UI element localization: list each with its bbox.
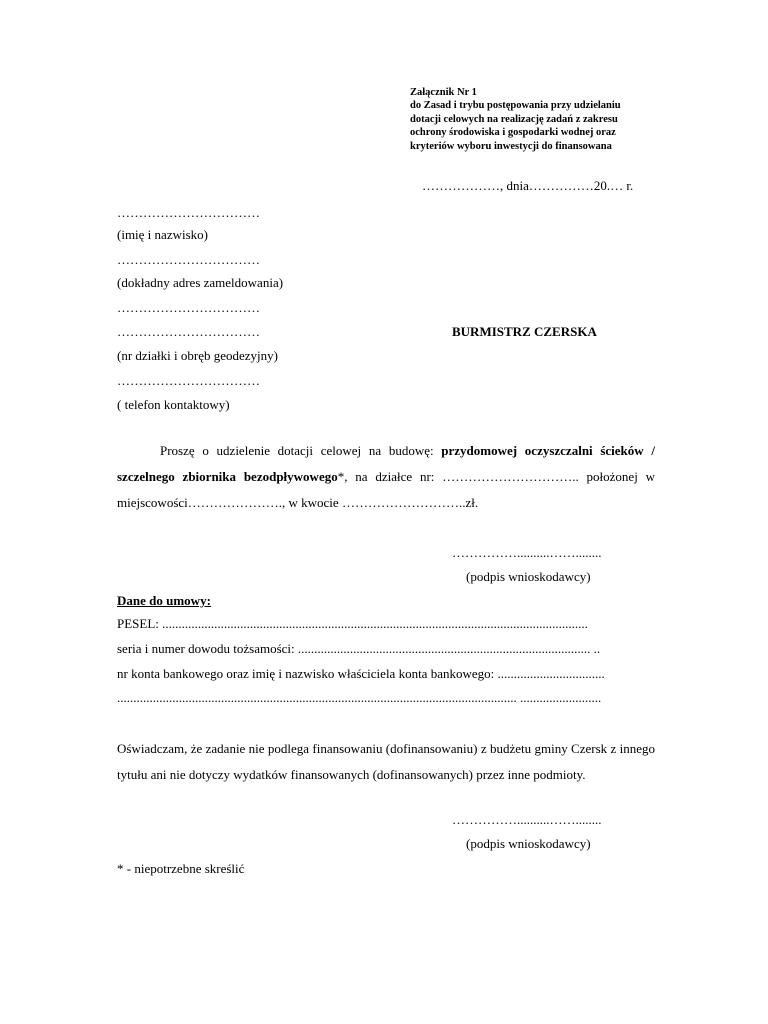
signature-line-2: ……………..........……........ <box>452 812 602 827</box>
request-rest: *, na działce nr: ………………………….. położonej w miejscowości…………………., w kwocie ………………………..zł. <box>117 469 655 510</box>
address-blank: …………………………… <box>117 252 260 267</box>
pesel-line: PESEL: ................................................................................................................................... <box>117 616 588 631</box>
bank-account-line: nr konta bankowego oraz imię i nazwisko właściciela konta bankowego: ................................. <box>117 666 605 681</box>
annex-line: kryteriów wyboru inwestycji do finansowana <box>410 140 612 152</box>
name-blank: …………………………… <box>117 205 260 220</box>
plot-blank: …………………………… <box>117 324 260 339</box>
addressee: BURMISTRZ CZERSKA <box>452 324 597 339</box>
annex-title: Załącznik Nr 1 <box>410 87 477 98</box>
address-label: (dokładny adres zameldowania) <box>117 275 284 290</box>
statement-paragraph: Oświadczam, że zadanie nie podlega finansowaniu (dofinansowaniu) z budżetu gminy Czersk z innego tytułu ani nie dotyczy wydatków finansowanych (dofinansowanych) przez inne podmioty. <box>117 741 655 782</box>
contract-heading: Dane do umowy: <box>117 593 211 608</box>
signature-line: ……………..........……........ <box>452 545 602 560</box>
request-intro: Proszę o udzielenie dotacji celowej na budowę: <box>160 443 442 458</box>
annex-line: do Zasad i trybu postępowania przy udzielaniu <box>410 100 621 112</box>
phone-label: ( telefon kontaktowy) <box>117 397 230 412</box>
request-paragraph <box>117 438 655 516</box>
footnote: * - niepotrzebne skreślić <box>117 861 245 876</box>
request-bold: przydomowej oczyszczalni ścieków / szczelnego zbiornika bezodpływowego <box>117 443 655 484</box>
signature-label: (podpis wnioskodawcy) <box>466 569 591 584</box>
annex-line: dotacji celowych na realizację zadań z zakresu <box>410 113 618 125</box>
id-document-line: seria i numer dowodu tożsamości: .......................................................................................... .. <box>117 641 601 656</box>
bank-account-line-2: ........................................................................................................................... ......................... <box>117 690 602 705</box>
phone-blank: …………………………… <box>117 373 260 388</box>
annex-line: ochrony środowiska i gospodarki wodnej oraz <box>410 127 616 139</box>
signature-label-2: (podpis wnioskodawcy) <box>466 836 591 851</box>
address-blank-2: …………………………… <box>117 300 260 315</box>
annex-header <box>410 86 740 153</box>
name-label: (imię i nazwisko) <box>117 227 208 242</box>
date-line: ………………, dnia……………20.… r. <box>422 178 634 193</box>
plot-label: (nr działki i obręb geodezyjny) <box>117 348 278 363</box>
